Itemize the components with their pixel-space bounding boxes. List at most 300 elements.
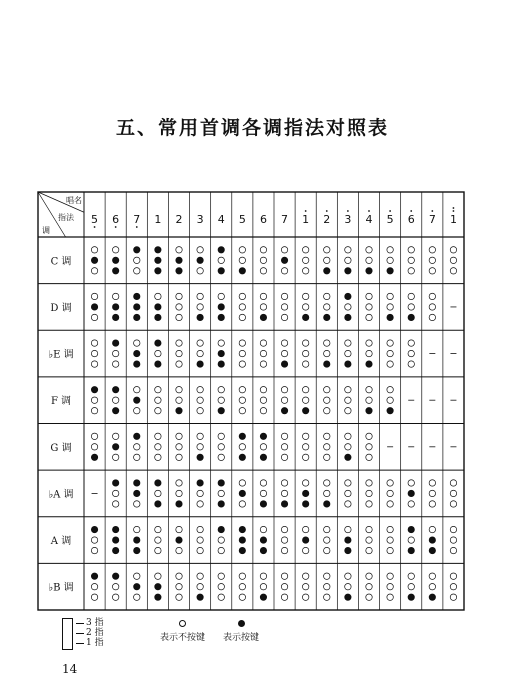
open-hole-icon xyxy=(112,433,118,439)
open-hole-icon xyxy=(197,501,203,507)
closed-hole-icon xyxy=(155,340,161,346)
open-hole-icon xyxy=(260,397,266,403)
open-hole-icon xyxy=(302,304,308,310)
open-hole-icon xyxy=(218,490,224,496)
open-hole-icon xyxy=(176,490,182,496)
closed-hole-icon xyxy=(218,480,224,486)
open-hole-icon xyxy=(450,526,456,532)
open-hole-icon xyxy=(408,304,414,310)
open-hole-icon xyxy=(408,573,414,579)
open-hole-icon xyxy=(366,573,372,579)
closed-hole-icon xyxy=(134,361,140,367)
open-hole-icon xyxy=(197,350,203,356)
closed-hole-icon xyxy=(112,314,118,320)
open-hole-icon xyxy=(450,501,456,507)
open-hole-icon xyxy=(134,444,140,450)
closed-hole-icon xyxy=(260,594,266,600)
closed-hole-icon xyxy=(260,454,266,460)
open-hole-icon xyxy=(260,573,266,579)
open-hole-icon xyxy=(408,361,414,367)
octave-dot-below xyxy=(136,226,138,228)
closed-hole-icon xyxy=(429,537,435,543)
open-hole-icon xyxy=(324,293,330,299)
closed-hole-icon xyxy=(239,547,245,553)
open-hole-icon xyxy=(91,433,97,439)
open-hole-icon xyxy=(302,594,308,600)
legend-open-label: 表示不按键 xyxy=(160,633,206,643)
open-hole-icon xyxy=(91,350,97,356)
closed-hole-icon xyxy=(112,573,118,579)
closed-hole-icon xyxy=(345,314,351,320)
open-hole-icon xyxy=(218,583,224,589)
open-hole-icon xyxy=(218,594,224,600)
key-label: F 调 xyxy=(50,396,72,408)
open-hole-icon xyxy=(324,573,330,579)
open-hole-icon xyxy=(260,583,266,589)
open-hole-icon xyxy=(239,361,245,367)
closed-hole-icon xyxy=(197,314,203,320)
closed-hole-icon xyxy=(134,293,140,299)
open-hole-icon xyxy=(408,537,414,543)
open-hole-icon xyxy=(281,573,287,579)
open-hole-icon xyxy=(366,247,372,253)
open-hole-icon xyxy=(366,444,372,450)
closed-hole-icon xyxy=(112,257,118,263)
open-hole-icon xyxy=(450,594,456,600)
header-note: 6 xyxy=(407,213,415,226)
open-hole-icon xyxy=(324,583,330,589)
open-hole-icon xyxy=(197,547,203,553)
closed-hole-icon xyxy=(91,526,97,532)
open-hole-icon xyxy=(176,293,182,299)
open-hole-icon xyxy=(134,340,140,346)
closed-hole-icon xyxy=(366,407,372,413)
open-hole-icon xyxy=(134,454,140,460)
open-hole-icon xyxy=(155,526,161,532)
key-label: ♭B 调 xyxy=(48,582,74,594)
open-hole-icon xyxy=(260,361,266,367)
closed-hole-icon xyxy=(239,433,245,439)
open-hole-icon xyxy=(155,293,161,299)
closed-hole-icon xyxy=(260,547,266,553)
closed-hole-icon xyxy=(176,407,182,413)
open-hole-icon xyxy=(239,573,245,579)
closed-hole-icon xyxy=(134,583,140,589)
closed-hole-icon xyxy=(134,537,140,543)
open-hole-icon xyxy=(450,537,456,543)
open-hole-icon xyxy=(450,480,456,486)
open-hole-icon xyxy=(155,454,161,460)
open-hole-icon xyxy=(155,407,161,413)
closed-hole-icon xyxy=(345,454,351,460)
closed-hole-icon xyxy=(302,490,308,496)
open-hole-icon xyxy=(281,386,287,392)
legend-closed-label: 表示按键 xyxy=(223,633,260,643)
open-hole-icon xyxy=(281,340,287,346)
closed-hole-icon xyxy=(238,620,245,627)
open-hole-icon xyxy=(218,444,224,450)
open-hole-icon xyxy=(134,526,140,532)
octave-dot-above xyxy=(453,207,455,209)
closed-hole-icon xyxy=(345,293,351,299)
open-hole-icon xyxy=(387,293,393,299)
open-hole-icon xyxy=(302,268,308,274)
closed-hole-icon xyxy=(302,537,308,543)
open-hole-icon xyxy=(134,407,140,413)
closed-hole-icon xyxy=(387,314,393,320)
closed-hole-icon xyxy=(218,247,224,253)
open-hole-icon xyxy=(366,397,372,403)
open-hole-icon xyxy=(345,433,351,439)
closed-hole-icon xyxy=(429,594,435,600)
closed-hole-icon xyxy=(197,480,203,486)
closed-hole-icon xyxy=(197,257,203,263)
open-hole-icon xyxy=(281,397,287,403)
open-hole-icon xyxy=(429,490,435,496)
closed-hole-icon xyxy=(91,304,97,310)
open-hole-icon xyxy=(239,407,245,413)
open-hole-icon xyxy=(429,293,435,299)
closed-hole-icon xyxy=(176,257,182,263)
closed-hole-icon xyxy=(408,490,414,496)
closed-hole-icon xyxy=(366,268,372,274)
open-hole-icon xyxy=(324,454,330,460)
open-hole-icon xyxy=(345,480,351,486)
header-note: 1 xyxy=(302,213,310,226)
open-hole-icon xyxy=(345,407,351,413)
open-hole-icon xyxy=(239,480,245,486)
closed-hole-icon xyxy=(366,361,372,367)
open-hole-icon xyxy=(450,583,456,589)
open-hole-icon xyxy=(91,268,97,274)
closed-hole-icon xyxy=(112,444,118,450)
open-hole-icon xyxy=(302,293,308,299)
header-note: 1 xyxy=(449,213,457,226)
open-hole-icon xyxy=(239,304,245,310)
open-hole-icon xyxy=(366,350,372,356)
open-hole-icon xyxy=(302,361,308,367)
octave-dot-above xyxy=(347,210,349,212)
open-hole-icon xyxy=(302,386,308,392)
open-hole-icon xyxy=(260,480,266,486)
closed-hole-icon xyxy=(345,537,351,543)
open-hole-icon xyxy=(260,350,266,356)
open-hole-icon xyxy=(176,454,182,460)
open-hole-icon xyxy=(176,361,182,367)
open-hole-icon xyxy=(197,537,203,543)
open-hole-icon xyxy=(366,526,372,532)
open-hole-icon xyxy=(176,444,182,450)
open-hole-icon xyxy=(366,293,372,299)
closed-hole-icon xyxy=(281,361,287,367)
open-hole-icon xyxy=(197,407,203,413)
open-hole-icon xyxy=(239,314,245,320)
open-hole-icon xyxy=(387,340,393,346)
open-hole-icon xyxy=(387,350,393,356)
open-hole-icon xyxy=(197,304,203,310)
open-hole-icon xyxy=(302,350,308,356)
open-hole-icon xyxy=(450,268,456,274)
open-hole-icon xyxy=(429,304,435,310)
closed-hole-icon xyxy=(324,314,330,320)
open-hole-icon xyxy=(366,257,372,263)
closed-hole-icon xyxy=(112,480,118,486)
open-hole-icon xyxy=(197,293,203,299)
octave-dot-above xyxy=(368,210,370,212)
open-hole-icon xyxy=(324,247,330,253)
closed-hole-icon xyxy=(281,407,287,413)
open-hole-icon xyxy=(260,444,266,450)
closed-hole-icon xyxy=(91,573,97,579)
header-note: 4 xyxy=(365,213,373,226)
open-hole-icon xyxy=(302,454,308,460)
open-hole-icon xyxy=(345,340,351,346)
open-hole-icon xyxy=(408,340,414,346)
page-number: 14 xyxy=(62,662,78,676)
open-hole-icon xyxy=(239,293,245,299)
corner-label-fingering: 指法 xyxy=(58,213,74,222)
open-hole-icon xyxy=(302,573,308,579)
open-hole-icon xyxy=(239,397,245,403)
open-hole-icon xyxy=(281,537,287,543)
open-hole-icon xyxy=(324,340,330,346)
closed-hole-icon xyxy=(155,501,161,507)
octave-dot-above xyxy=(431,210,433,212)
open-hole-icon xyxy=(281,490,287,496)
open-hole-icon xyxy=(408,293,414,299)
table-border xyxy=(38,192,464,610)
open-hole-icon xyxy=(239,594,245,600)
closed-hole-icon xyxy=(218,361,224,367)
open-hole-icon xyxy=(429,480,435,486)
open-hole-icon xyxy=(91,293,97,299)
open-hole-icon xyxy=(345,444,351,450)
open-hole-icon xyxy=(281,433,287,439)
closed-hole-icon xyxy=(260,537,266,543)
closed-hole-icon xyxy=(239,454,245,460)
open-hole-icon xyxy=(179,620,186,627)
open-hole-icon xyxy=(324,386,330,392)
open-hole-icon xyxy=(366,304,372,310)
open-hole-icon xyxy=(281,547,287,553)
open-hole-icon xyxy=(239,350,245,356)
open-hole-icon xyxy=(387,247,393,253)
open-hole-icon xyxy=(260,340,266,346)
open-hole-icon xyxy=(387,480,393,486)
open-hole-icon xyxy=(345,257,351,263)
open-hole-icon xyxy=(197,340,203,346)
open-hole-icon xyxy=(408,350,414,356)
open-hole-icon xyxy=(112,583,118,589)
closed-hole-icon xyxy=(134,480,140,486)
open-hole-icon xyxy=(345,397,351,403)
open-hole-icon xyxy=(91,583,97,589)
closed-hole-icon xyxy=(112,537,118,543)
closed-hole-icon xyxy=(218,407,224,413)
open-hole-icon xyxy=(91,361,97,367)
open-hole-icon xyxy=(366,314,372,320)
open-hole-icon xyxy=(387,594,393,600)
open-hole-icon xyxy=(91,547,97,553)
open-hole-icon xyxy=(239,501,245,507)
open-hole-icon xyxy=(281,583,287,589)
open-hole-icon xyxy=(134,594,140,600)
open-hole-icon xyxy=(112,247,118,253)
open-hole-icon xyxy=(387,304,393,310)
open-hole-icon xyxy=(387,537,393,543)
open-hole-icon xyxy=(366,454,372,460)
open-hole-icon xyxy=(429,583,435,589)
closed-hole-icon xyxy=(408,314,414,320)
open-hole-icon xyxy=(324,397,330,403)
closed-hole-icon xyxy=(218,314,224,320)
open-hole-icon xyxy=(281,594,287,600)
open-hole-icon xyxy=(176,304,182,310)
open-hole-icon xyxy=(302,257,308,263)
header-note: 5 xyxy=(238,213,246,226)
closed-hole-icon xyxy=(302,407,308,413)
header-note: 7 xyxy=(281,213,289,226)
closed-hole-icon xyxy=(134,433,140,439)
open-hole-icon xyxy=(387,386,393,392)
open-hole-icon xyxy=(324,304,330,310)
legend-finger-1: 1 指 xyxy=(86,638,104,648)
open-hole-icon xyxy=(387,547,393,553)
open-hole-icon xyxy=(239,247,245,253)
closed-hole-icon xyxy=(134,314,140,320)
open-hole-icon xyxy=(387,361,393,367)
closed-hole-icon xyxy=(345,547,351,553)
open-hole-icon xyxy=(366,386,372,392)
open-hole-icon xyxy=(324,257,330,263)
open-hole-icon xyxy=(345,304,351,310)
header-note: 3 xyxy=(344,213,352,226)
open-hole-icon xyxy=(366,547,372,553)
open-hole-icon xyxy=(112,454,118,460)
open-hole-icon xyxy=(429,257,435,263)
open-hole-icon xyxy=(408,268,414,274)
closed-hole-icon xyxy=(408,594,414,600)
open-hole-icon xyxy=(218,547,224,553)
closed-hole-icon xyxy=(155,314,161,320)
open-hole-icon xyxy=(218,340,224,346)
octave-dot-above xyxy=(305,210,307,212)
closed-hole-icon xyxy=(302,314,308,320)
open-hole-icon xyxy=(218,293,224,299)
open-hole-icon xyxy=(281,444,287,450)
open-hole-icon xyxy=(281,268,287,274)
open-hole-icon xyxy=(345,490,351,496)
open-hole-icon xyxy=(408,257,414,263)
open-hole-icon xyxy=(155,547,161,553)
open-hole-icon xyxy=(134,257,140,263)
closed-hole-icon xyxy=(155,594,161,600)
closed-hole-icon xyxy=(155,480,161,486)
open-hole-icon xyxy=(260,526,266,532)
closed-hole-icon xyxy=(324,501,330,507)
open-hole-icon xyxy=(176,433,182,439)
open-hole-icon xyxy=(260,293,266,299)
open-hole-icon xyxy=(408,247,414,253)
open-hole-icon xyxy=(134,573,140,579)
closed-hole-icon xyxy=(324,361,330,367)
open-hole-icon xyxy=(197,268,203,274)
open-hole-icon xyxy=(429,247,435,253)
closed-hole-icon xyxy=(239,490,245,496)
open-hole-icon xyxy=(345,247,351,253)
open-hole-icon xyxy=(387,573,393,579)
legend-finger-2: 2 指 xyxy=(86,628,104,638)
open-hole-icon xyxy=(91,407,97,413)
open-hole-icon xyxy=(281,350,287,356)
closed-hole-icon xyxy=(218,526,224,532)
open-hole-icon xyxy=(176,350,182,356)
open-hole-icon xyxy=(197,433,203,439)
open-hole-icon xyxy=(302,547,308,553)
open-hole-icon xyxy=(387,397,393,403)
key-label: ♭A 调 xyxy=(48,489,74,501)
open-hole-icon xyxy=(134,501,140,507)
open-hole-icon xyxy=(176,480,182,486)
closed-hole-icon xyxy=(112,407,118,413)
closed-hole-icon xyxy=(112,268,118,274)
open-hole-icon xyxy=(345,386,351,392)
octave-dot-below xyxy=(115,226,117,228)
open-hole-icon xyxy=(91,444,97,450)
open-hole-icon xyxy=(155,386,161,392)
open-hole-icon xyxy=(176,594,182,600)
closed-hole-icon xyxy=(155,583,161,589)
closed-hole-icon xyxy=(91,386,97,392)
open-hole-icon xyxy=(176,314,182,320)
closed-hole-icon xyxy=(218,350,224,356)
legend-bracket xyxy=(62,618,73,650)
closed-hole-icon xyxy=(155,247,161,253)
closed-hole-icon xyxy=(408,526,414,532)
open-hole-icon xyxy=(408,501,414,507)
open-hole-icon xyxy=(450,490,456,496)
open-hole-icon xyxy=(197,526,203,532)
open-hole-icon xyxy=(387,257,393,263)
closed-hole-icon xyxy=(155,361,161,367)
open-hole-icon xyxy=(91,594,97,600)
open-hole-icon xyxy=(260,257,266,263)
open-hole-icon xyxy=(218,537,224,543)
closed-hole-icon xyxy=(197,454,203,460)
closed-hole-icon xyxy=(324,268,330,274)
open-hole-icon xyxy=(197,397,203,403)
open-hole-icon xyxy=(281,314,287,320)
header-note: 3 xyxy=(196,213,204,226)
open-hole-icon xyxy=(302,397,308,403)
open-hole-icon xyxy=(302,340,308,346)
open-hole-icon xyxy=(176,247,182,253)
closed-hole-icon xyxy=(345,594,351,600)
closed-hole-icon xyxy=(155,268,161,274)
header-note: 5 xyxy=(386,213,394,226)
closed-hole-icon xyxy=(218,304,224,310)
open-hole-icon xyxy=(302,583,308,589)
open-hole-icon xyxy=(112,293,118,299)
open-hole-icon xyxy=(281,454,287,460)
open-hole-icon xyxy=(366,433,372,439)
key-label: D 调 xyxy=(50,302,72,314)
open-hole-icon xyxy=(197,386,203,392)
open-hole-icon xyxy=(239,257,245,263)
open-hole-icon xyxy=(155,490,161,496)
open-hole-icon xyxy=(91,397,97,403)
open-hole-icon xyxy=(176,386,182,392)
